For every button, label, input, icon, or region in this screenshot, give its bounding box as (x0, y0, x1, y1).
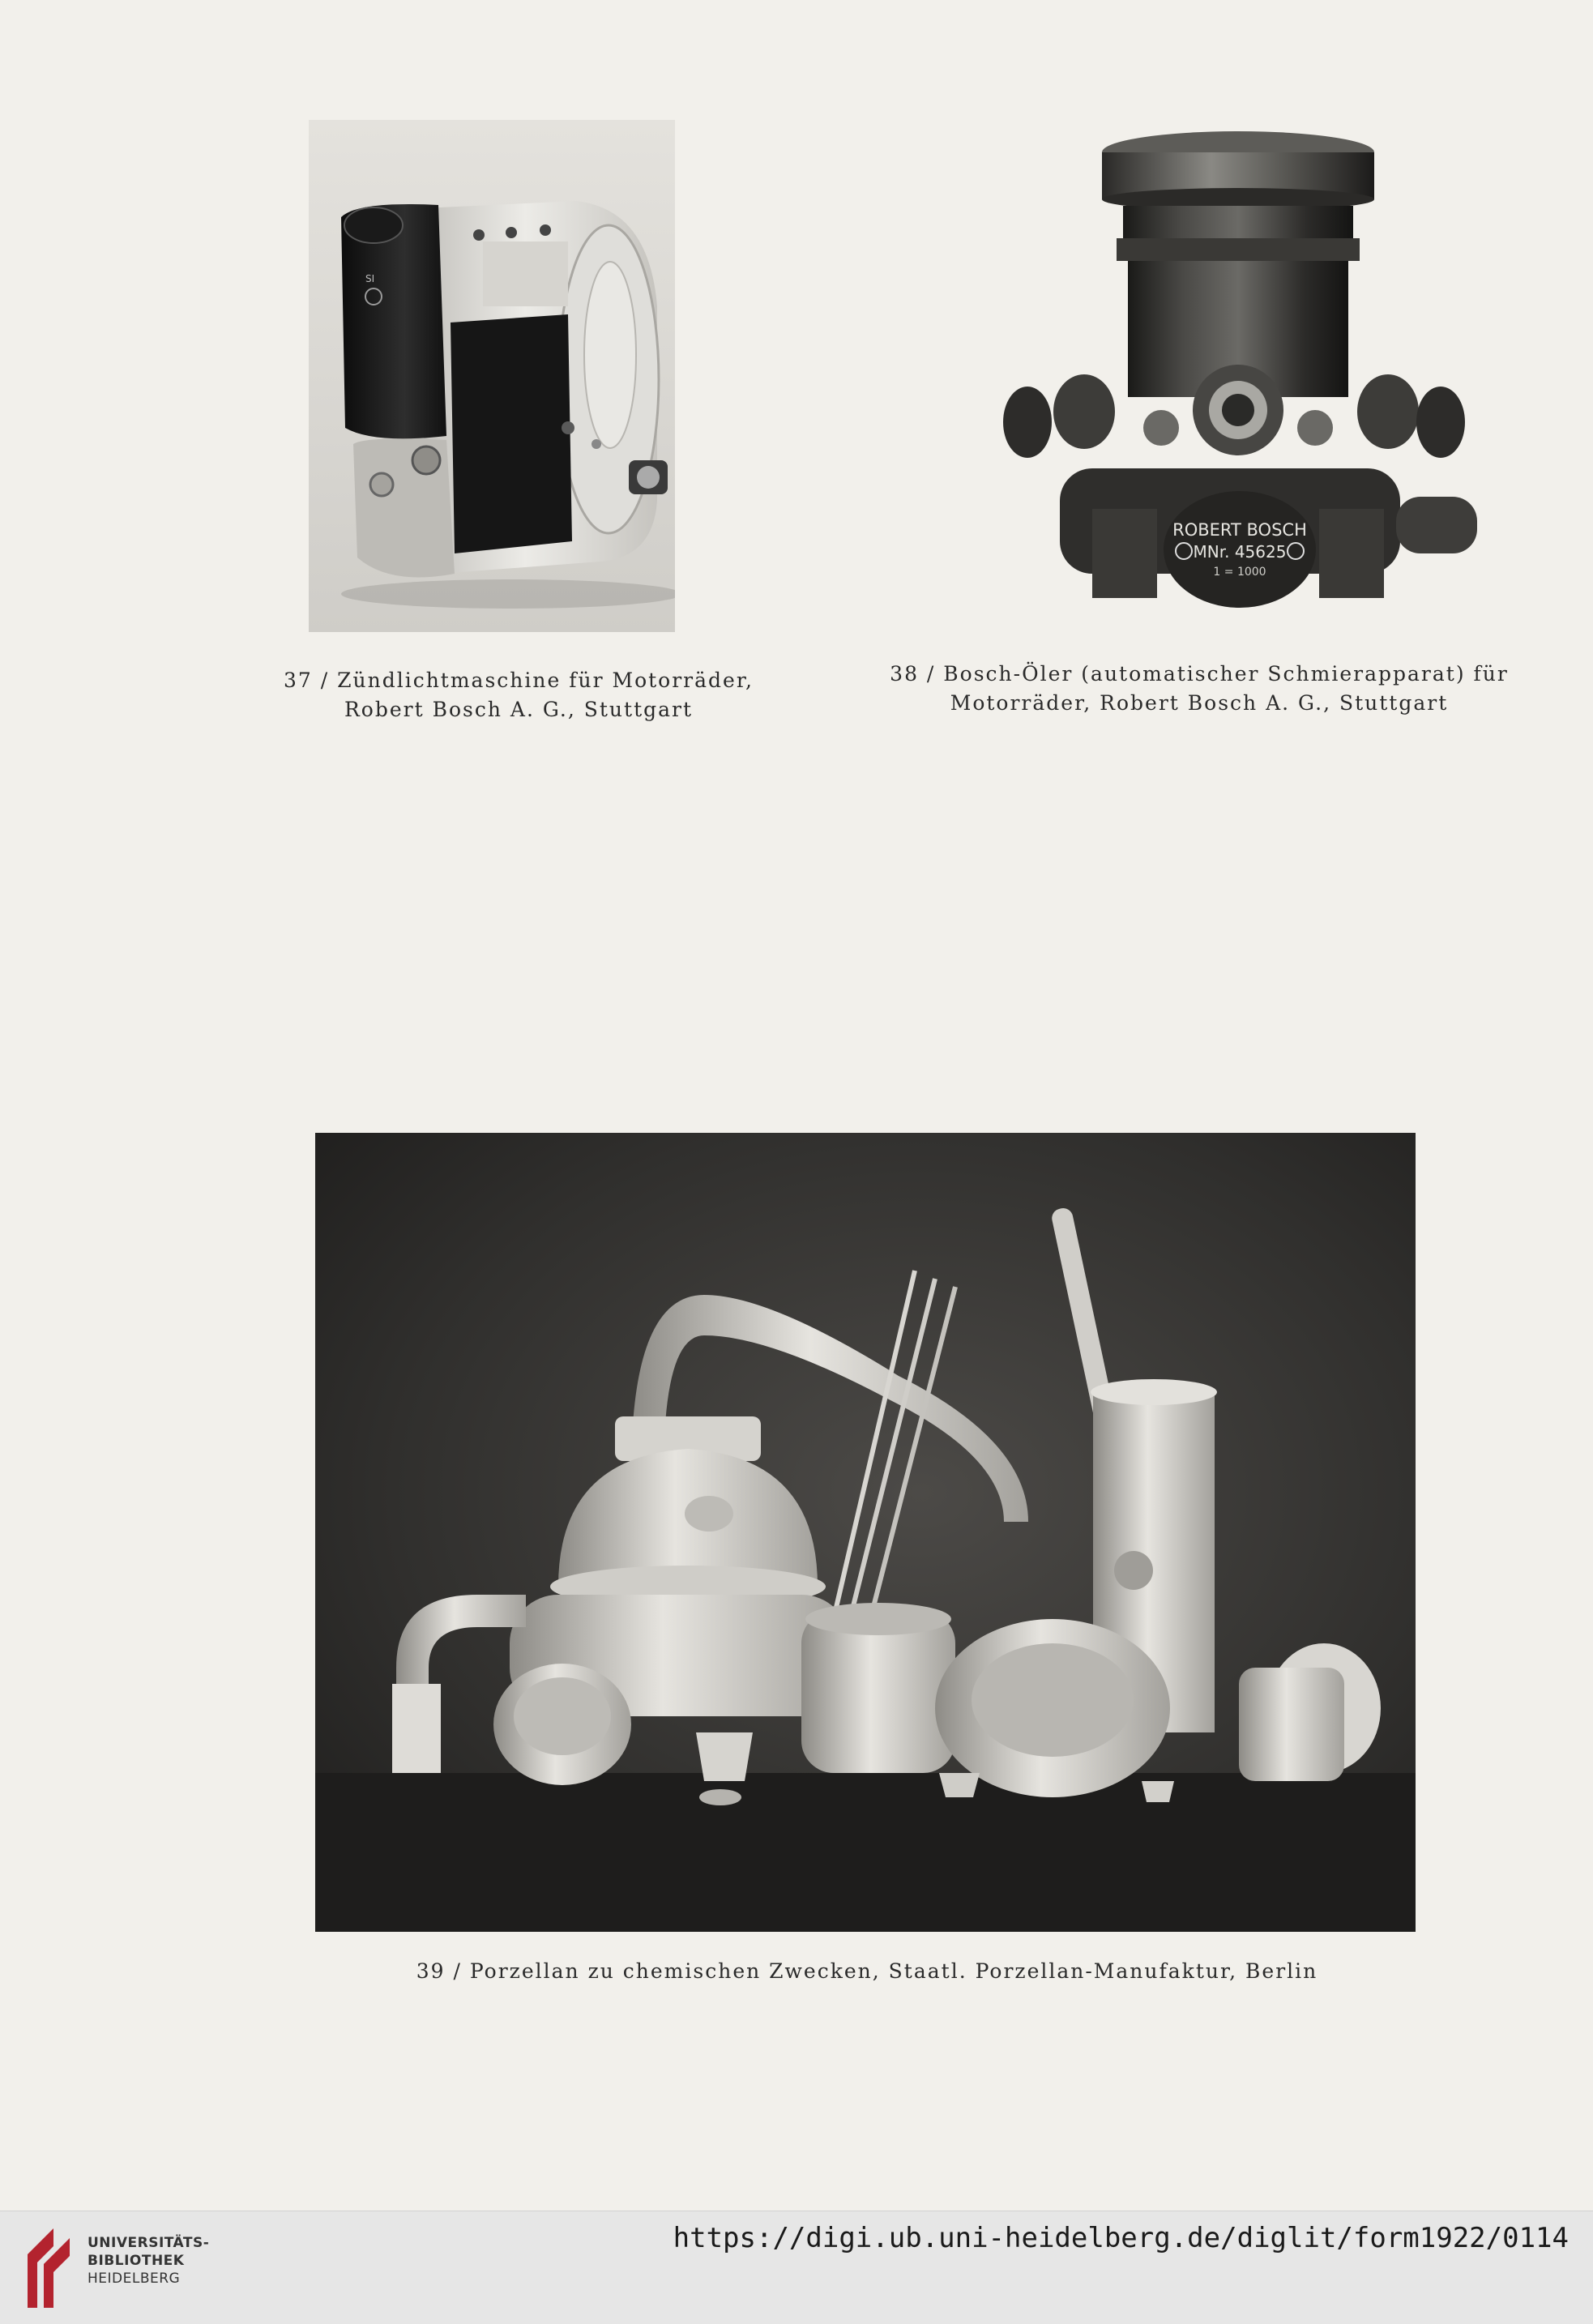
library-name-line: UNIVERSITÄTS- (88, 2235, 210, 2251)
university-library-logo-icon (24, 2222, 76, 2311)
figure-38-caption (867, 660, 1531, 718)
permalink-url[interactable]: https://digi.ub.uni-heidelberg.de/diglit/form1922/0114 (673, 2222, 1569, 2254)
figure-38-photo (979, 128, 1485, 614)
figure-37-caption (243, 666, 794, 724)
magneto-illustration (309, 120, 675, 632)
figure-39-caption (324, 1957, 1410, 1986)
library-name-line: HEIDELBERG (88, 2271, 181, 2287)
caption-line: Motorräder, Robert Bosch A. G., Stuttgart (950, 691, 1449, 715)
porcelain-illustration (315, 1133, 1416, 1932)
oiler-plate-number: MNr. 45625 (1193, 542, 1287, 562)
caption-line: Robert Bosch A. G., Stuttgart (344, 698, 694, 721)
figure-39-photo (315, 1133, 1416, 1932)
oiler-plate-ratio: 1 = 1000 (1213, 566, 1266, 579)
caption-line: 37 / Zündlichtmaschine für Motorräder, (284, 669, 754, 692)
caption-line: 39 / Porzellan zu chemischen Zwecken, Staatl. Porzellan-Manufaktur, Berlin (416, 1959, 1318, 1983)
caption-line: 38 / Bosch-Öler (automatischer Schmierapparat) für (890, 662, 1509, 686)
oiler-illustration (979, 128, 1485, 614)
oiler-plate-brand: ROBERT BOSCH (1172, 520, 1307, 540)
svg-text:SI: SI (365, 273, 375, 284)
library-name (88, 2234, 209, 2288)
figure-37-photo (309, 120, 675, 632)
library-name-line: BIBLIOTHEK (88, 2253, 185, 2269)
